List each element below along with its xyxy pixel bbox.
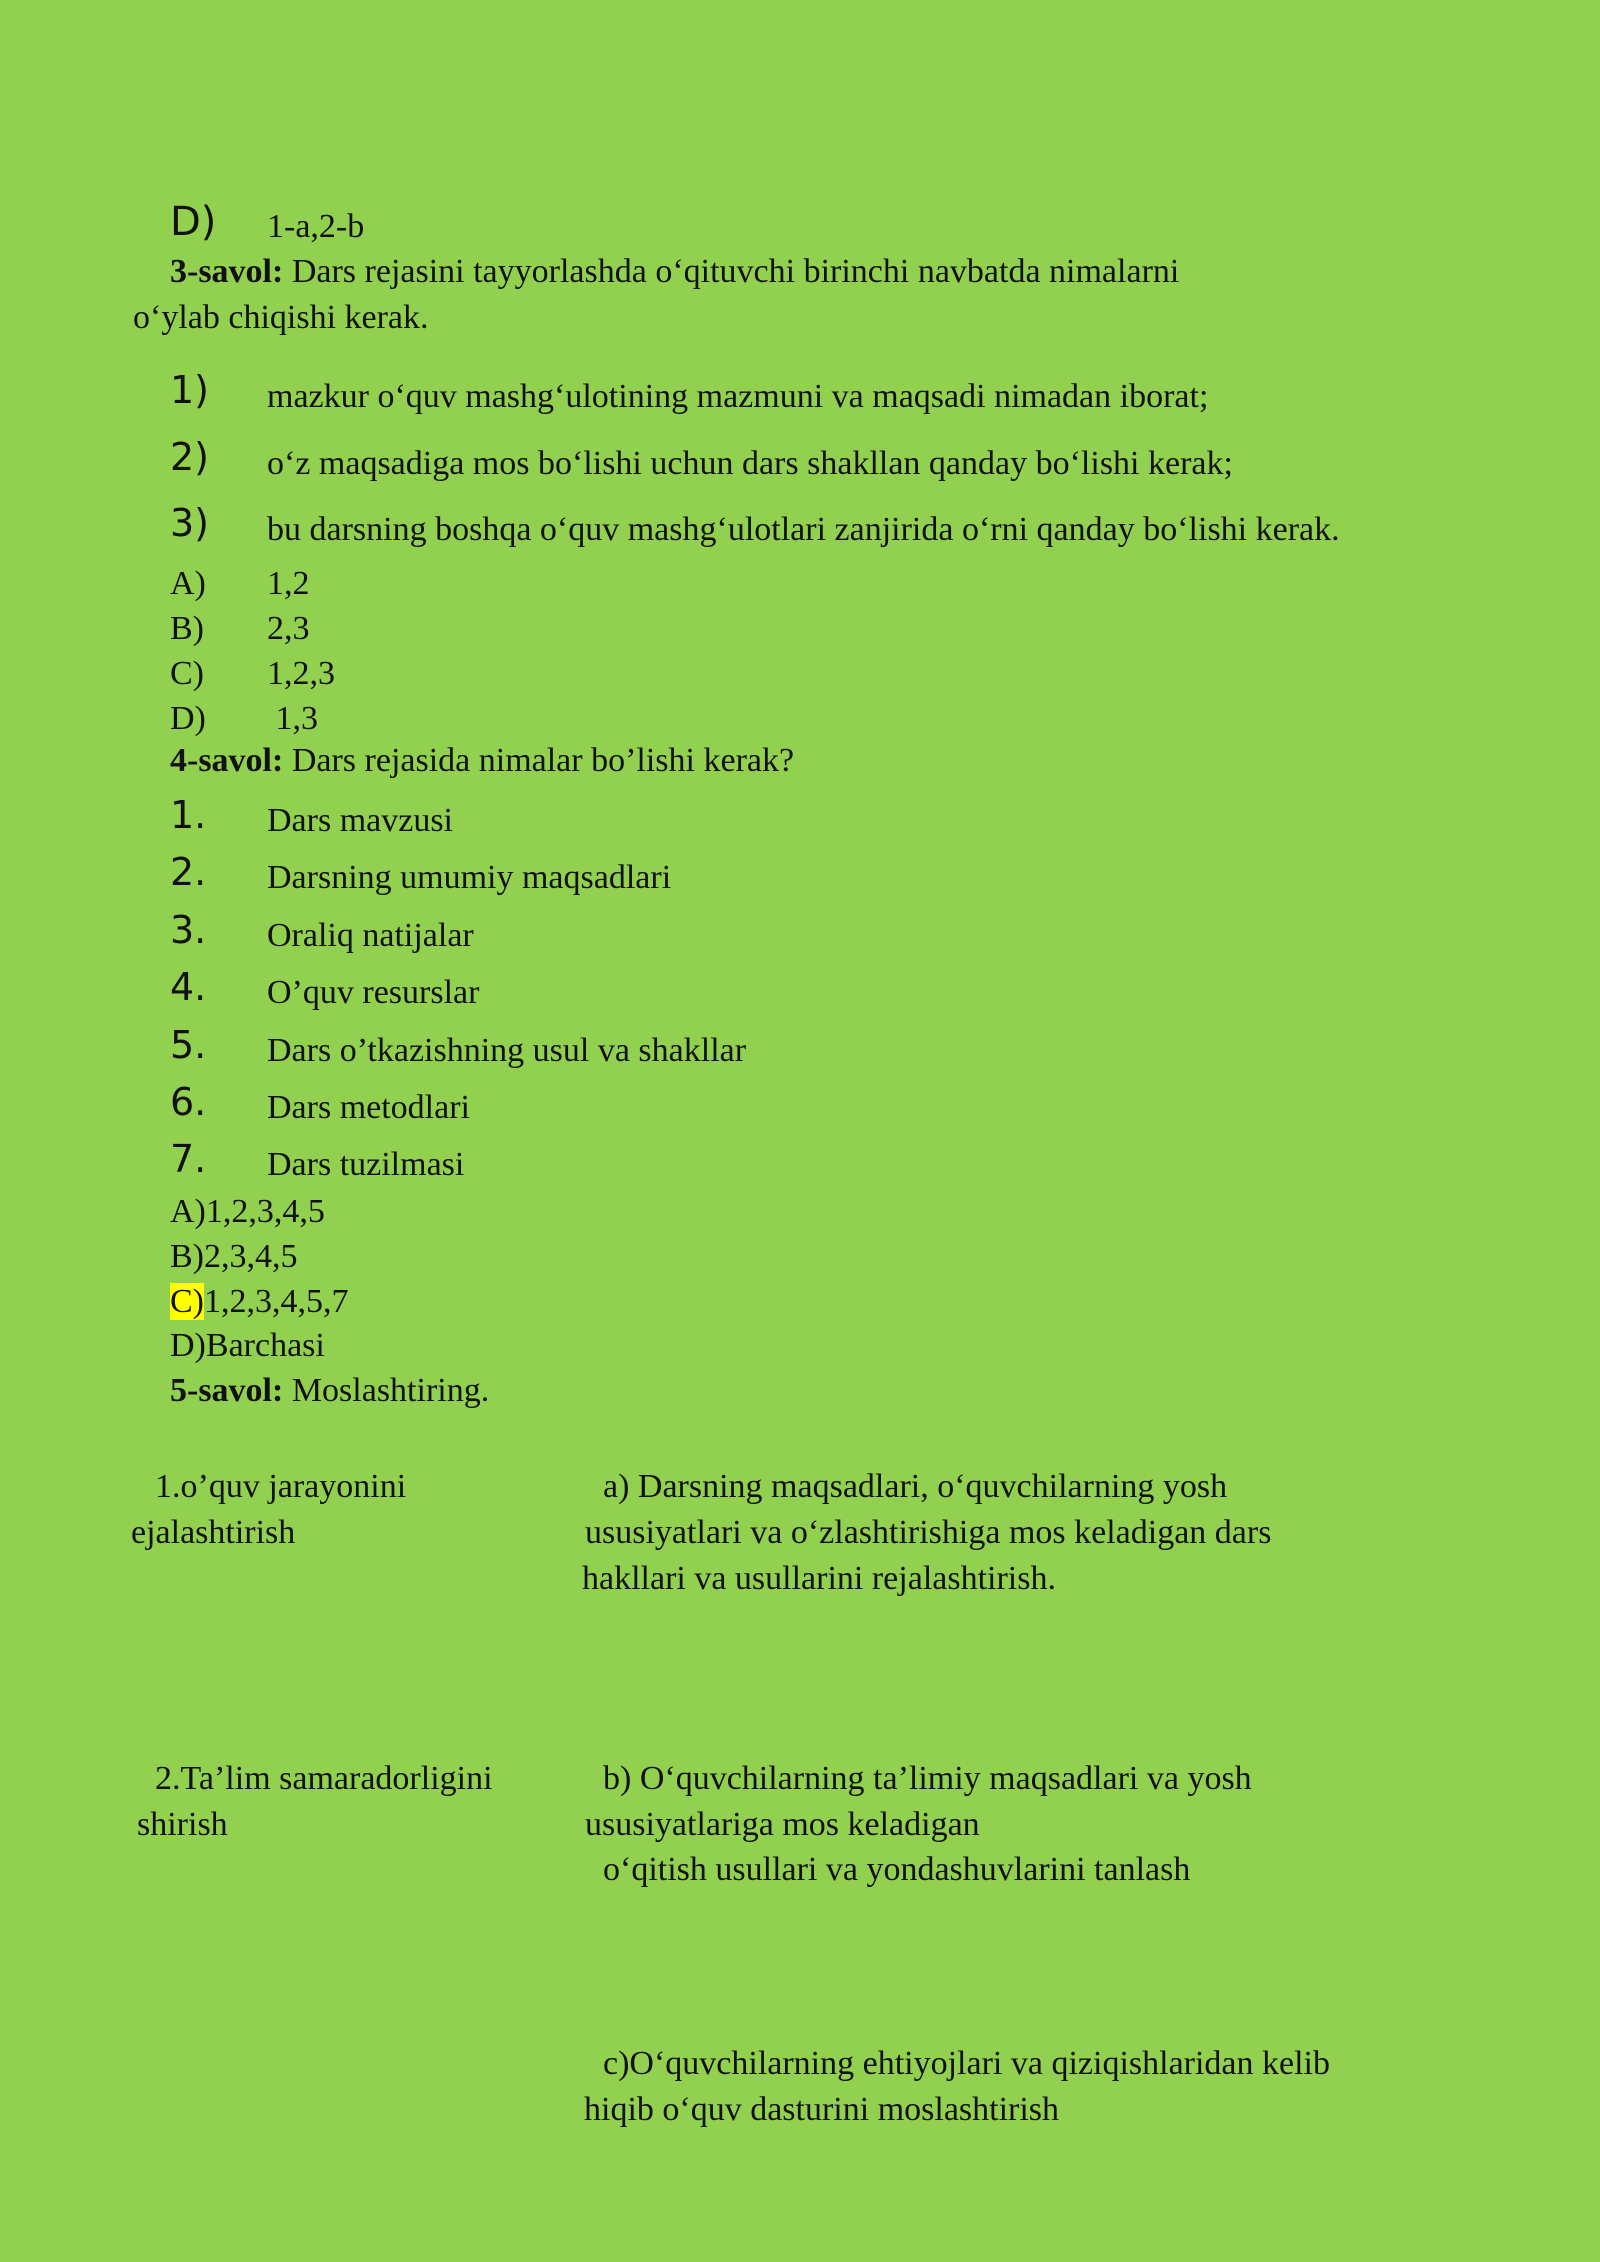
q4-option-a (170, 1193, 325, 1230)
q4-item-num: 7. (170, 1137, 207, 1181)
question-5-number: 5-savol: (170, 1372, 284, 1409)
question-4-text: Dars rejasida nimalar bo’lishi kerak? (291, 742, 795, 779)
question-5-line (170, 1372, 489, 1409)
q3-item-num: 1) (170, 368, 210, 412)
q4-option-label: A) (170, 1193, 206, 1230)
q3-option-label: C) (170, 655, 204, 692)
q4-option-value: 1,2,3,4,5,7 (204, 1283, 349, 1320)
match-right-b-line1: b) O‘quvchilarning ta’limiy maqsadlari va yosh (603, 1760, 1252, 1797)
match-left-num: 1. (155, 1468, 181, 1505)
q4-option-label: D) (170, 1327, 206, 1364)
match-left-2-line2: shirish (137, 1806, 228, 1843)
match-left-1-line1 (155, 1468, 406, 1505)
match-right-a-line2: ususiyatlari va o‘zlashtirishiga mos keladigan dars (585, 1514, 1272, 1551)
q4-item-text: Dars mavzusi (267, 802, 454, 839)
match-right-c-line1: c)O‘quvchilarning ehtiyojlari va qiziqishlaridan kelib (603, 2045, 1330, 2082)
q3-option-value: 2,3 (267, 610, 310, 647)
q4-item-num: 6. (170, 1080, 207, 1124)
q4-item-num: 2. (170, 850, 207, 894)
q4-item-text: Dars metodlari (267, 1089, 470, 1126)
match-right-c-line2: hiqib o‘quv dasturini moslashtirish (584, 2091, 1060, 2128)
q3-item-num: 3) (170, 501, 210, 545)
match-right-b-line2: ususiyatlariga mos keladigan (585, 1806, 980, 1843)
q4-item-num: 3. (170, 908, 207, 952)
question-4-line (170, 742, 794, 779)
q4-option-label: B) (170, 1238, 204, 1275)
question-3-line1 (170, 253, 1179, 290)
match-left-2-line1 (155, 1760, 493, 1797)
q4-option-c (170, 1283, 349, 1320)
q3-option-label: A) (170, 565, 206, 602)
q4-item-num: 5. (170, 1023, 207, 1067)
q3-option-value: 1,3 (267, 700, 318, 737)
q3-option-value: 1,2 (267, 565, 310, 602)
match-left-1-line2: ejalashtirish (131, 1514, 296, 1551)
option-value-d: 1-a,2-b (267, 208, 365, 245)
q4-item-text: Dars o’tkazishning usul va shakllar (267, 1032, 747, 1069)
question-3-text: Dars rejasini tayyorlashda o‘qituvchi birinchi navbatda nimalarni (291, 253, 1180, 290)
q4-item-num: 1. (170, 793, 207, 837)
q3-item-text: bu darsning boshqa o‘quv mashg‘ulotlari zanjirida o‘rni qanday bo‘lishi kerak. (267, 511, 1340, 548)
q4-option-b (170, 1238, 298, 1275)
match-right-a-line3: hakllari va usullarini rejalashtirish. (582, 1560, 1056, 1597)
option-label-d: D) (170, 199, 217, 245)
question-3-line2: o‘ylab chiqishi kerak. (133, 299, 429, 336)
q3-item-text: mazkur o‘quv mashg‘ulotining mazmuni va maqsadi nimadan iborat; (267, 378, 1209, 415)
q3-option-value: 1,2,3 (267, 655, 335, 692)
q4-item-text: Oraliq natijalar (267, 917, 474, 954)
q3-item-num: 2) (170, 435, 210, 479)
q3-option-label: D) (170, 700, 206, 737)
question-5-text: Moslashtiring. (291, 1372, 490, 1409)
question-3-number: 3-savol: (170, 253, 284, 290)
match-right-a-line1: a) Darsning maqsadlari, o‘quvchilarning yosh (603, 1468, 1228, 1505)
q4-option-label-highlighted: C) (170, 1283, 204, 1320)
q4-item-num: 4. (170, 965, 207, 1009)
q4-item-text: Darsning umumiy maqsadlari (267, 859, 672, 896)
q4-item-text: Dars tuzilmasi (267, 1146, 465, 1183)
q4-option-value: 2,3,4,5 (204, 1238, 298, 1275)
q4-option-d (170, 1327, 325, 1364)
q3-option-label: B) (170, 610, 204, 647)
q3-item-text: o‘z maqsadiga mos bo‘lishi uchun dars shakllan qanday bo‘lishi kerak; (267, 445, 1233, 482)
match-left-text: Ta’lim samaradorligini (180, 1760, 493, 1797)
match-right-b-line3: o‘qitish usullari va yondashuvlarini tanlash (603, 1851, 1191, 1888)
match-left-text: o’quv jarayonini (180, 1468, 407, 1505)
match-left-num: 2. (155, 1760, 181, 1797)
q4-option-value: 1,2,3,4,5 (205, 1193, 325, 1230)
question-4-number: 4-savol: (170, 742, 284, 779)
q4-option-value: Barchasi (205, 1327, 325, 1364)
q4-item-text: O’quv resurslar (267, 974, 480, 1011)
